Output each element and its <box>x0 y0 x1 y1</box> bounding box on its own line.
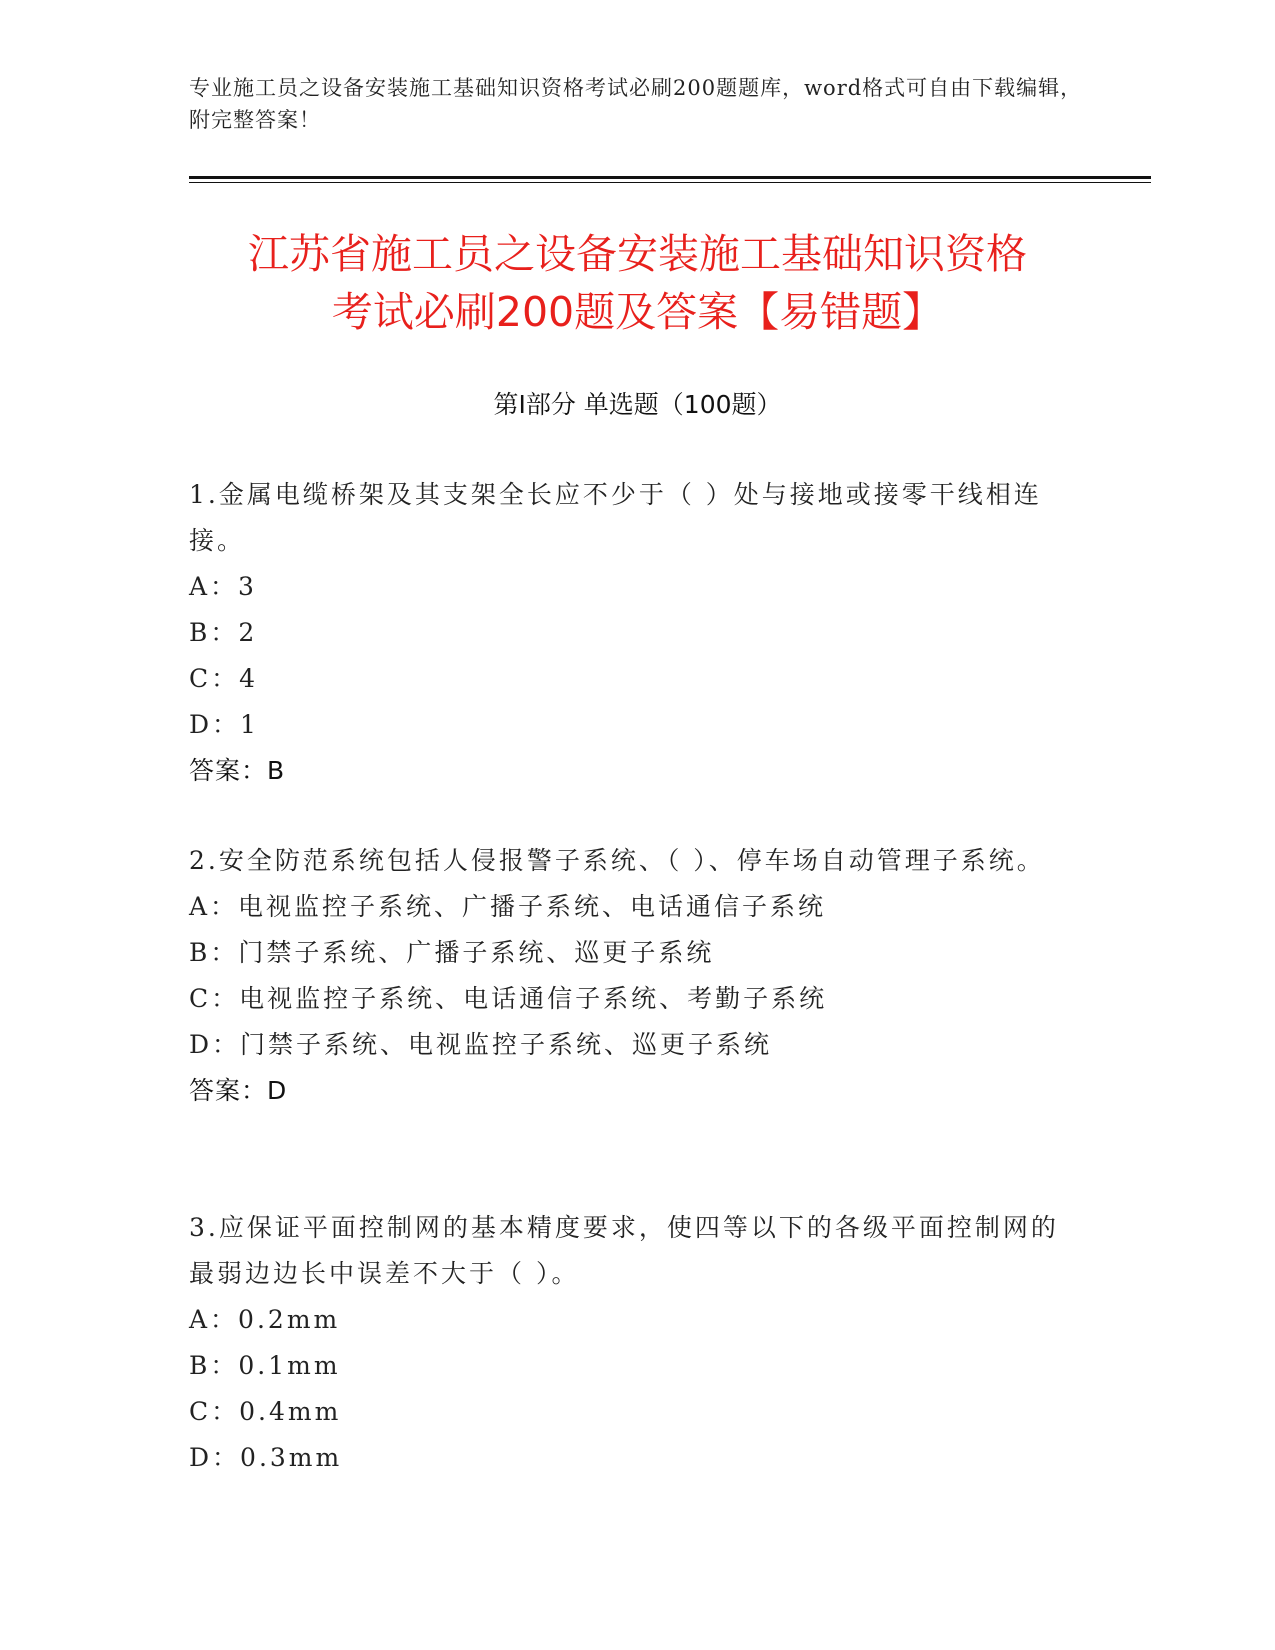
header-note: 专业施工员之设备安装施工基础知识资格考试必刷200题题库，word格式可自由下载编辑，附完整答案！ <box>189 76 1083 132</box>
option-a: A：0.2mm <box>189 1305 341 1334</box>
question-2 <box>189 838 1079 1114</box>
option-c: C：0.4mm <box>189 1397 342 1426</box>
document-title <box>160 225 1115 341</box>
question-3 <box>189 1205 1079 1481</box>
section-title: 第I部分 单选题（100题） <box>493 390 782 419</box>
option-d: D：门禁子系统、电视监控子系统、巡更子系统 <box>189 1030 773 1059</box>
question-text: 3.应保证平面控制网的基本精度要求，使四等以下的各级平面控制网的最弱边边长中误差不大于（ ）。 <box>189 1213 1059 1288</box>
option-b: B：2 <box>189 618 258 647</box>
question-text: 1.金属电缆桥架及其支架全长应不少于（ ）处与接地或接零干线相连接。 <box>189 480 1042 555</box>
option-a: A：3 <box>189 572 257 601</box>
header-divider-thin <box>189 182 1151 183</box>
option-d: D：0.3mm <box>189 1443 343 1472</box>
option-b: B：门禁子系统、广播子系统、巡更子系统 <box>189 938 715 967</box>
option-d: D：1 <box>189 710 259 739</box>
question-1 <box>189 472 1079 794</box>
option-c: C：电视监控子系统、电话通信子系统、考勤子系统 <box>189 984 828 1013</box>
document-title-line2: 考试必刷200题及答案【易错题】 <box>331 288 944 336</box>
document-title-line1: 江苏省施工员之设备安装施工基础知识资格 <box>248 230 1027 278</box>
option-a: A：电视监控子系统、广播子系统、电话通信子系统 <box>189 892 827 921</box>
question-text: 2.安全防范系统包括人侵报警子系统、（ ）、停车场自动管理子系统。 <box>189 846 1045 875</box>
header-divider-thick <box>189 176 1151 179</box>
option-b: B：0.1mm <box>189 1351 341 1380</box>
answer: 答案：B <box>189 756 286 785</box>
answer: 答案：D <box>189 1076 288 1105</box>
option-c: C：4 <box>189 664 259 693</box>
